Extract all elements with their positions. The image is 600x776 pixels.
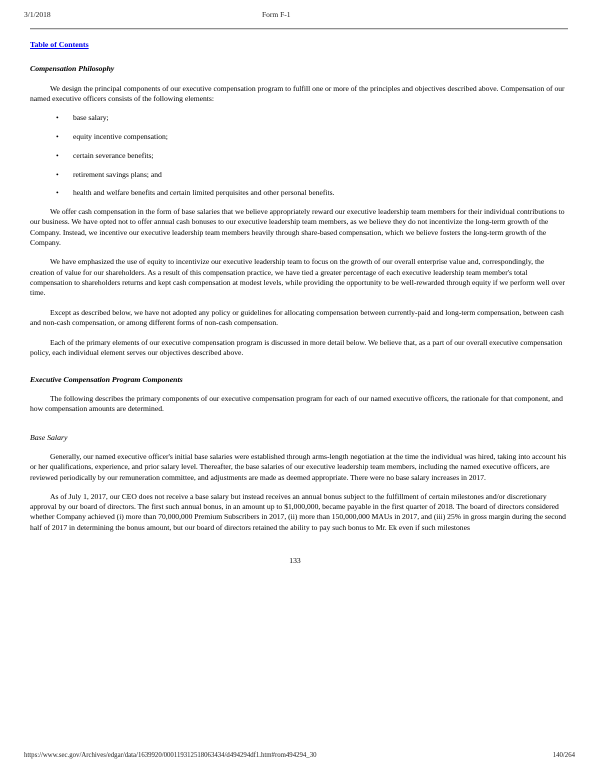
table-of-contents-link[interactable]: Table of Contents	[30, 40, 89, 49]
paragraph-philosophy-1: We design the principal components of our executive compensation program to fulfill one or more of the principles and objectives described above. Compensation of our named executive officers consists of the following elements:	[30, 83, 565, 103]
paragraph-base-salary-1: Generally, our named executive officer's initial base salaries were established through arms-length negotiation at the time the individual was hired, taking into account his or her qualifications, experience, and prior salary level. Thereafter, the base salaries of our executive leadership team members, including the named executive officers, are reviewed periodically by our remuneration committee, and adjustments are made as deemed appropriate. There were no base salary increases in 2017.	[30, 451, 567, 482]
bullet-icon: •	[56, 113, 59, 123]
header-divider	[30, 28, 568, 30]
list-item-text: base salary;	[73, 113, 109, 123]
document-body	[30, 40, 568, 542]
toc-link-row	[30, 40, 568, 50]
page-number: 133	[289, 556, 301, 565]
list-item-text: certain severance benefits;	[73, 150, 154, 160]
footer-url: https://www.sec.gov/Archives/edgar/data/1639920/000119312518063434/d494294df1.htm#rom494294_30	[24, 752, 317, 759]
bullet-icon: •	[56, 169, 59, 179]
paragraph-components-1: The following describes the primary components of our executive compensation program for each of our named executive officers, the rationale for that component, and how compensation amounts are determined.	[30, 394, 563, 414]
paragraph-philosophy-5: Each of the primary elements of our executive compensation program is discussed in more detail below. We believe that, as a part of our overall executive compensation policy, each individual element serves our objectives described above.	[30, 338, 563, 358]
paragraph-philosophy-4: Except as described below, we have not adopted any policy or guidelines for allocating compensation between currently-paid and long-term compensation, between cash and non-cash compensation, or among different forms of non-cash compensation.	[30, 307, 564, 327]
bullet-icon: •	[56, 188, 59, 198]
heading-base-salary: Base Salary	[30, 432, 68, 442]
bullet-icon: •	[56, 150, 59, 160]
list-item-text: health and welfare benefits and certain limited perquisites and other personal benefits.	[73, 188, 335, 198]
heading-compensation-philosophy: Compensation Philosophy	[30, 64, 115, 74]
print-header-form-title: Form F-1	[262, 10, 291, 19]
list-item	[30, 170, 568, 180]
footer-page-indicator: 140/264	[552, 752, 575, 759]
heading-executive-compensation-program-components: Executive Compensation Program Components	[30, 374, 183, 384]
list-item-text: equity incentive compensation;	[73, 131, 168, 141]
paragraph-philosophy-3: We have emphasized the use of equity to incentivize our executive leadership team to focus on the growth of our overall enterprise value and, correspondingly, the creation of value for our shareholders. As a result of this compensation practice, we have tied a greater percentage of each executive leadership team member's total compensation to shareholders returns and kept cash compensation at modest levels, while providing the opportunity to be well-rewarded through equity if we perform well over time.	[30, 257, 566, 298]
list-item	[30, 132, 568, 142]
list-item	[30, 151, 568, 161]
paragraph-base-salary-2: As of July 1, 2017, our CEO does not receive a base salary but instead receives an annual bonus subject to the fulfillment of certain milestones and/or discretionary approval by our board of directors. The first such annual bonus, in an amount up to $1,000,000, became payable in the first quarter of 2018. The board of directors considered whether Company achieved (i) more than 70,000,000 Premium Subscribers in 2017, (ii) more than 150,000,000 MAUs in 2017, and (iii) 25% in gross margin during the second half of 2017 in determining the bonus amount, but our board of directors retained the ability to pay such bonus to Mr. Ek even if such milestones	[30, 491, 566, 532]
list-item	[30, 188, 568, 198]
paragraph-philosophy-2: We offer cash compensation in the form of base salaries that we believe appropriately reward our executive leadership team members for their individual contributions to our business. We have opted not to offer annual cash bonuses to our executive leadership team members, as we believe they do not incentivize the long-term growth of the Company. Instead, we incentive our executive leadership team members heavily through share-based compensation, which we believe fosters the long-term growth of the Company.	[30, 207, 565, 248]
compensation-elements-list	[30, 113, 568, 198]
list-item-text: retirement savings plans; and	[73, 169, 162, 179]
bullet-icon: •	[56, 131, 59, 141]
list-item	[30, 113, 568, 123]
print-header-date: 3/1/2018	[24, 10, 51, 19]
